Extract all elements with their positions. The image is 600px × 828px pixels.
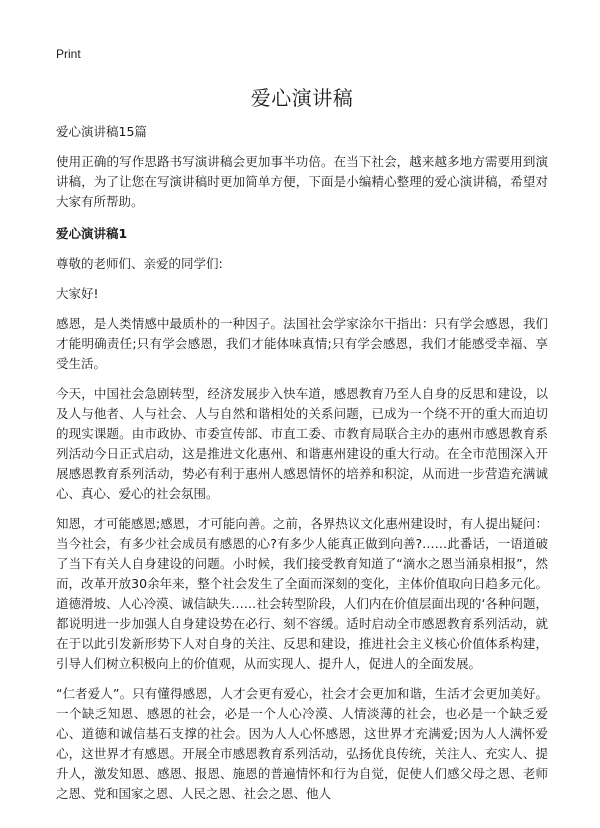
document-subtitle: 爱心演讲稿15篇 [56, 124, 147, 139]
greeting-line: 尊敬的老师们、亲爱的同学们: [56, 256, 223, 271]
section-heading: 爱心演讲稿1 [56, 226, 128, 241]
body-paragraph: 知恩，才可能感恩;感恩，才可能向善。之前，各界热议文化惠州建设时，有人提出疑问：当今社会，有多少社会成员有感恩的心?有多少人能真正做到向善?……此番话，一语道破了当下有关人自身建设的问题。小时候，我们接受教育知道了“滴水之恩当涌泉相报”，然而，改革开放30余年来，整个社会发生了全面而深刻的变化，主体价值取向日趋多元化。道德滑坡、人心冷漠、诚信缺失……社会转型阶段，人们内在价值层面出现的‘各种问题，都说明进一步加强人自身建设势在必行、刻不容缓。适时启动全市感恩教育系列活动，就在于以此引发新形势下人对自身的关注、反思和建设，推进社会主义核心价值体系构建，引导人们树立积极向上的价值观，从而实现人、提升人，促进人的全面发展。 [56, 516, 548, 671]
salutation-line: 大家好! [56, 286, 99, 301]
document-title: 爱心演讲稿 [250, 86, 354, 110]
body-paragraph: “仁者爱人”。只有懂得感恩，人才会更有爱心，社会才会更加和谐，生活才会更加美好。一个缺乏知恩、感恩的社会，必是一个人心冷漠、人情淡薄的社会，也必是一个缺乏爱心、道德和诚信基石支撑的社会。因为人人心怀感恩，这世界才充满爱;因为人人满怀爱心，这世界才有感恩。开展全市感恩教育系列活动，弘扬优良传统，关注人、充实人、提升人，激发知恩、感恩、报恩、施恩的普遍情怀和行为自觉，促使人们感父母之恩、老师之恩、党和国家之恩、人民之恩、社会之恩、他人 [56, 686, 548, 801]
print-link[interactable]: Print [56, 47, 81, 61]
body-paragraph: 感恩，是人类情感中最质朴的一种因子。法国社会学家涂尔干指出：只有学会感恩，我们才能明确责任;只有学会感恩，我们才能体味真情;只有学会感恩，我们才能感受幸福、享受生活。 [56, 316, 548, 371]
intro-paragraph: 使用正确的写作思路书写演讲稿会更加事半功倍。在当下社会，越来越多地方需要用到演讲稿，为了让您在写演讲稿时更加简单方便，下面是小编精心整理的爱心演讲稿，希望对大家有所帮助。 [56, 154, 548, 209]
body-paragraph: 今天，中国社会急剧转型，经济发展步入快车道，感恩教育乃至人自身的反思和建设，以及人与他者、人与社会、人与自然和谐相处的关系问题，已成为一个绕不开的重大而迫切的现实课题。由市政协、市委宣传部、市直工委、市教育局联合主办的惠州市感恩教育系列活动今日正式启动，这是推进文化惠州、和谐惠州建设的重大行动。在全市范围深入开展感恩教育系列活动，势必有利于惠州人感恩情怀的培养和积淀，从而进一步营造充满诚心、真心、爱心的社会氛围。 [56, 386, 548, 501]
